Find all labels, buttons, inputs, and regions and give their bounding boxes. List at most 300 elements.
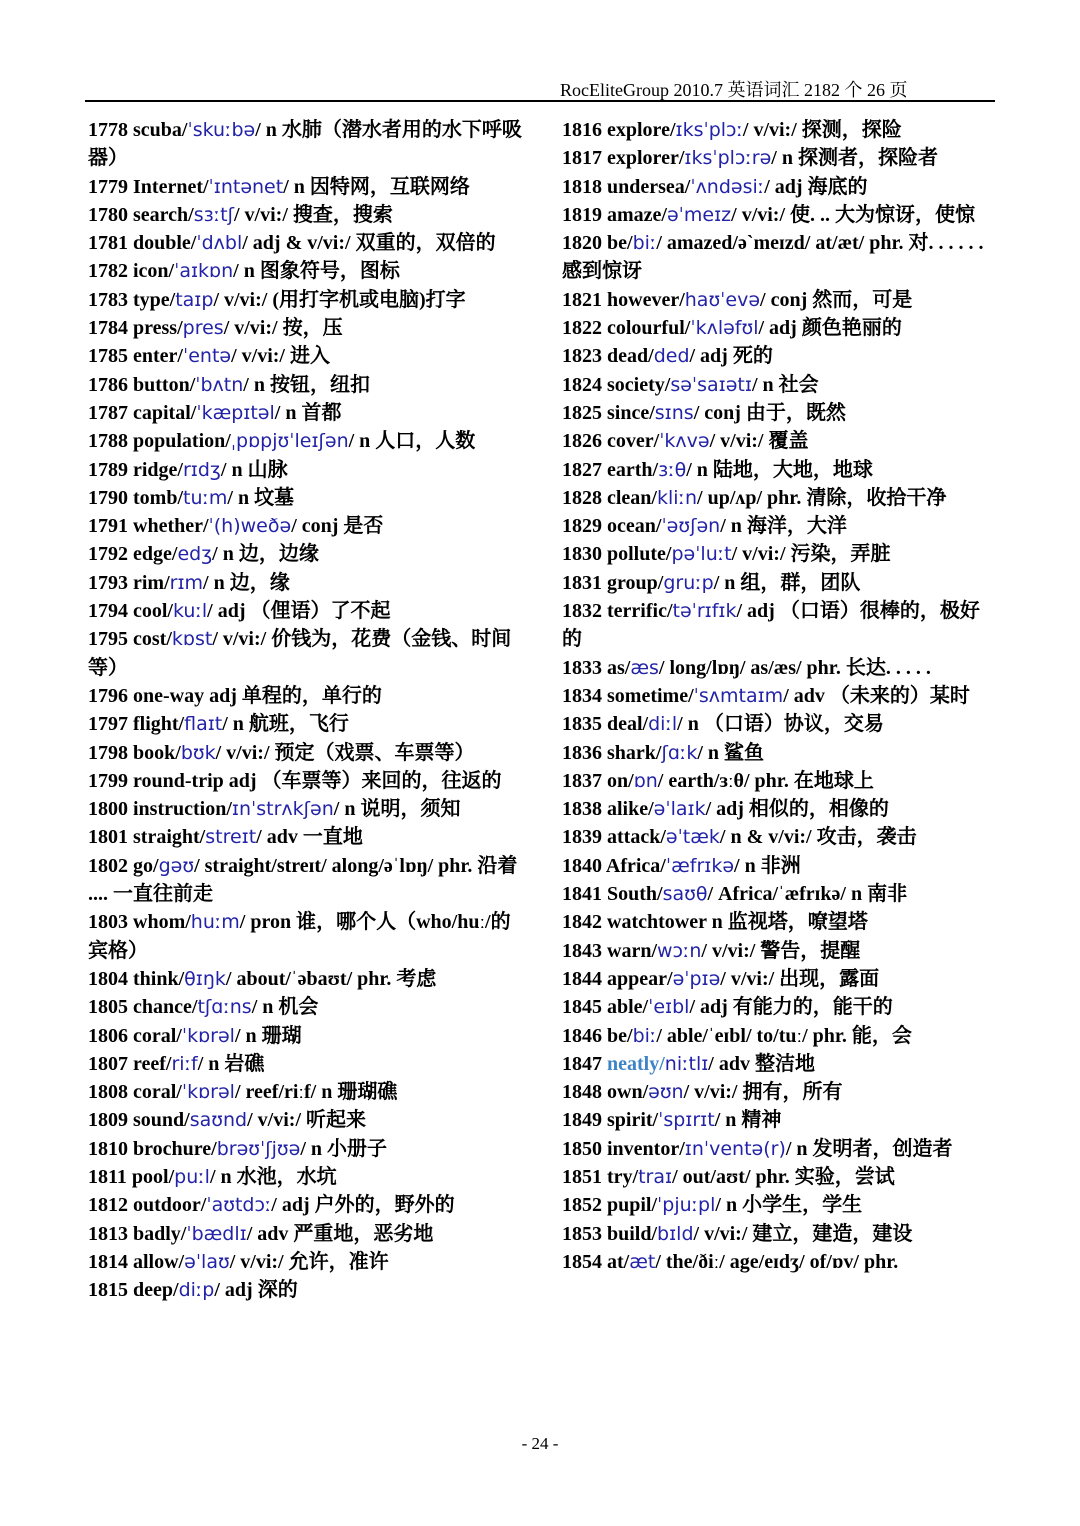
vocab-entry [562, 1135, 996, 1163]
entry-definition: / n （口语）协议，交易 [677, 713, 884, 736]
vocab-entry [88, 342, 522, 370]
entry-word: 1781 double/ [88, 232, 197, 255]
entry-phonetic: gruːp [663, 571, 714, 594]
entry-word: 1851 try/ [562, 1165, 639, 1188]
entry-definition: / n & v/vi:/ 攻击，袭击 [719, 826, 917, 849]
vocab-entry [562, 201, 996, 229]
entry-definition: / v/vi:/ 按，压 [223, 317, 343, 340]
entry-word: 1824 society/ [562, 373, 671, 396]
vocab-entry [88, 512, 522, 540]
entry-phonetic: gəʊ [158, 854, 195, 877]
entry-phonetic: bʊk [180, 741, 216, 764]
vocab-entry [88, 173, 522, 201]
vocab-entry [562, 540, 996, 568]
entry-word: 1823 dead/ [562, 345, 654, 368]
entry-word: 1838 alike/ [562, 798, 654, 821]
entry-phonetic: saʊθ [662, 883, 708, 906]
entry-word: 1808 coral/ [88, 1081, 182, 1104]
vocab-entry [562, 286, 996, 314]
entry-phonetic: ˈəʊʃən [661, 515, 721, 538]
entry-definition: / v/vi:/ 使. .. 大为惊讶，使惊 [731, 203, 976, 226]
entry-definition: / v/vi:/ 预定（戏票、车票等） [215, 741, 475, 764]
entry-word: 1800 instruction/ [88, 798, 232, 821]
entry-word: 1815 deep/ [88, 1279, 179, 1302]
entry-definition: / n 探测者，探险者 [771, 147, 938, 170]
entry-word: 1802 go/ [88, 854, 159, 877]
entry-phonetic: ˈbædlɪ [186, 1222, 247, 1245]
vocab-entry [88, 1078, 522, 1106]
entry-phonetic: əˈlaɪk [653, 798, 706, 821]
entry-definition: / adj 有能力的，能干的 [689, 996, 893, 1019]
entry-word: 1847 [562, 1052, 607, 1075]
entry-word: 1843 warn/ [562, 939, 657, 962]
vocab-entry [562, 456, 996, 484]
entry-phonetic: ˈæfrɪkə [665, 854, 735, 877]
entry-word: 1833 as/ [562, 656, 631, 679]
entry-word: 1818 undersea/ [562, 175, 691, 198]
vocab-entry [88, 795, 522, 823]
entry-phonetic: biː [632, 1024, 657, 1047]
entry-word: 1812 outdoor/ [88, 1194, 207, 1217]
vocab-entry [88, 399, 522, 427]
entry-definition: / n 非洲 [734, 854, 801, 877]
entry-word: 1819 amaze/ [562, 203, 667, 226]
vocab-entry [88, 569, 522, 597]
entry-phonetic: sɪns [654, 401, 694, 424]
entry-word: 1797 flight/ [88, 713, 185, 736]
entry-word: 1814 allow/ [88, 1250, 185, 1273]
entry-word: 1850 inventor/ [562, 1137, 685, 1160]
entry-word: 1848 own/ [562, 1081, 649, 1104]
vocab-entry [562, 937, 996, 965]
entry-word: 1790 tomb/ [88, 486, 183, 509]
vocab-entry [88, 710, 522, 738]
entry-word: 1813 badly/ [88, 1222, 187, 1245]
vocab-entry [562, 654, 996, 682]
entry-highlight: neatly/ [607, 1052, 665, 1075]
vocab-entry [88, 1106, 522, 1134]
entry-word: 1794 cool/ [88, 600, 173, 623]
entry-phonetic: ˈdʌbl [196, 232, 243, 255]
entry-phonetic: təˈrɪfɪk [672, 600, 737, 623]
entry-definition: / conj 是否 [291, 515, 384, 538]
entry-definition: / n 首都 [274, 401, 342, 424]
header-rule [85, 100, 995, 102]
entry-phonetic: flaɪt [184, 713, 223, 736]
vocab-entry [88, 1050, 522, 1078]
entry-phonetic: riːf [171, 1052, 198, 1075]
entry-word: 1839 attack/ [562, 826, 666, 849]
vocab-entry [562, 569, 996, 597]
entry-word: 1832 terrific/ [562, 600, 673, 623]
entry-definition: / adj （口语）很棒的，极好的 [562, 600, 980, 651]
vocab-entry [562, 371, 996, 399]
entry-phonetic: wɔːn [657, 939, 702, 962]
entry-phonetic: əˈmeɪz [666, 203, 732, 226]
entry-word: 1809 sound/ [88, 1109, 190, 1132]
vocab-entry [562, 965, 996, 993]
entry-definition: / long/lɒŋ/ as/æs/ phr. 长达. . . . . [658, 656, 931, 679]
entry-definition: / v/vi:/ 允许，准许 [229, 1250, 389, 1273]
entry-phonetic: ˈkɒrəl [181, 1081, 235, 1104]
entry-word: 1787 capital/ [88, 401, 197, 424]
vocab-entry [562, 767, 996, 795]
vocab-entry [88, 1191, 522, 1219]
entry-phonetic: taɪp [175, 288, 214, 311]
entry-definition: / adj 海底的 [764, 175, 868, 198]
vocab-entry [562, 710, 996, 738]
entry-phonetic: kɒst [171, 628, 213, 651]
entry-definition: / adj 颜色艳丽的 [758, 317, 902, 340]
vocab-entry [88, 823, 522, 851]
entry-definition: / about/ˈəbaʊt/ phr. 考虑 [225, 967, 437, 990]
entry-phonetic: ˈaʊtdɔː [206, 1194, 272, 1217]
vocab-entry [88, 229, 522, 257]
entry-definition: / n 边，边缘 [212, 543, 319, 566]
vocab-entry [88, 597, 522, 625]
entry-word: 1786 button/ [88, 373, 196, 396]
entry-definition: / v/vi:/ 警告，提醒 [701, 939, 861, 962]
entry-word: 1793 rim/ [88, 571, 170, 594]
entry-phonetic: ˈentə [182, 345, 232, 368]
entry-phonetic: ˈɪntənet [208, 175, 284, 198]
entry-definition: / n 按钮，纽扣 [243, 373, 370, 396]
right-column [562, 116, 996, 1276]
entry-phonetic: ˈskuːbə [187, 119, 256, 141]
vocab-entry [562, 597, 996, 654]
entry-phonetic: ɪksˈplɔː [675, 119, 743, 141]
entry-definition: / pron 谁，哪个人（who/huː/的宾格） [88, 911, 511, 962]
page-number: - 24 - [521, 1434, 559, 1453]
entry-definition: / adj 相似的，相像的 [705, 798, 889, 821]
entry-definition: / Africa/ˈæfrɪkə/ n 南非 [707, 883, 908, 906]
vocab-entry [88, 767, 522, 795]
vocab-entry [562, 880, 996, 908]
entry-definition: / n 坟墓 [227, 486, 295, 509]
entry-definition: / v/vi:/ 探测，探险 [742, 119, 902, 141]
entry-phonetic: tʃɑːns [197, 996, 252, 1019]
entry-word: 1852 pupil/ [562, 1194, 658, 1217]
vocab-entry [88, 1135, 522, 1163]
entry-phonetic: əˈlaʊ [184, 1250, 230, 1273]
entry-phonetic: ˈeɪbl [648, 996, 690, 1019]
entry-phonetic: ɜːθ [658, 458, 687, 481]
entry-definition: / v/vi:/ 拥有，所有 [683, 1081, 843, 1104]
entry-word: 1785 enter/ [88, 345, 183, 368]
entry-definition: / earth/ɜːθ/ phr. 在地球上 [657, 769, 874, 792]
entry-phonetic: əʊn [648, 1081, 684, 1104]
vocab-entry [88, 1276, 522, 1304]
entry-phonetic: saʊnd [189, 1109, 248, 1132]
vocab-entry [562, 1163, 996, 1191]
entry-definition: / n 鲨鱼 [697, 741, 765, 764]
entry-definition: / n 珊瑚 [234, 1024, 302, 1047]
entry-definition: / conj 由于，既然 [693, 401, 846, 424]
entry-phonetic: edʒ [177, 543, 213, 566]
entry-definition: / n 岩礁 [197, 1052, 265, 1075]
entry-word: 1831 group/ [562, 571, 664, 594]
entry-phonetic: kuːl [173, 600, 208, 623]
entry-definition: / n 精神 [714, 1109, 782, 1132]
entry-word: 1841 South/ [562, 883, 663, 906]
entry-phonetic: θɪŋk [184, 967, 226, 990]
vocab-entry [88, 682, 522, 710]
entry-word: 1845 able/ [562, 996, 649, 1019]
vocab-entry [562, 116, 996, 144]
vocab-entry [562, 1191, 996, 1219]
entry-word: 1806 coral/ [88, 1024, 182, 1047]
entry-definition: / v/vi:/ 听起来 [247, 1109, 366, 1132]
entry-phonetic: ˈʌndəsiː [690, 175, 765, 198]
entry-definition: / straight/streɪt/ along/əˈlɒŋ/ phr. 沿着 .... 一直往前走 [88, 854, 518, 906]
entry-definition: / n 因特网，互联网络 [283, 175, 470, 198]
entry-phonetic: ˌpɒpjʊˈleɪʃən [230, 430, 349, 453]
entry-definition: / adv （未来的）某时 [783, 684, 970, 707]
entry-phonetic: ˈ(h)weðə [208, 515, 292, 538]
entry-word: 1829 ocean/ [562, 515, 662, 538]
vocab-entry [562, 852, 996, 880]
entry-definition: / out/aʊt/ phr. 实验，尝试 [672, 1165, 895, 1188]
vocab-entry [562, 427, 996, 455]
entry-definition: / n 发明者，创造者 [785, 1137, 953, 1160]
entry-definition: / n 水池，水坑 [209, 1165, 337, 1188]
vocab-entry [88, 371, 522, 399]
vocab-entry [562, 993, 996, 1021]
vocab-entry [88, 314, 522, 342]
entry-definition: / adv 整洁地 [708, 1052, 815, 1075]
vocab-entry [88, 257, 522, 285]
entry-word: 1784 press/ [88, 317, 183, 340]
entry-definition: / n 小册子 [300, 1137, 388, 1160]
entry-definition: / n 机会 [251, 996, 319, 1019]
entry-phonetic: diːl [648, 713, 678, 736]
entry-word: 1783 type/ [88, 288, 176, 311]
entry-word: 1788 population/ [88, 430, 231, 453]
entry-word: 1798 book/ [88, 741, 181, 764]
entry-word: 1803 whom/ [88, 911, 191, 934]
entry-word: 1836 shark/ [562, 741, 662, 764]
vocab-entry [562, 229, 996, 286]
vocab-entry [562, 1078, 996, 1106]
entry-definition: / v/vi:/ 覆盖 [709, 430, 809, 453]
entry-definition: / n 航班，飞行 [222, 713, 349, 736]
entry-word: 1835 deal/ [562, 713, 649, 736]
entry-definition: / n 水肺（潜水者用的水下呼吸器） [88, 119, 522, 170]
entry-definition: / adj （俚语）了不起 [207, 600, 391, 623]
entry-definition: / n 组，群，团队 [713, 571, 861, 594]
entry-phonetic: æt [629, 1250, 656, 1273]
vocab-entry [562, 682, 996, 710]
entry-phonetic: ˈpjuːpl [657, 1194, 716, 1217]
vocab-entry [562, 1220, 996, 1248]
vocab-entry [88, 625, 522, 682]
vocab-entry [88, 1163, 522, 1191]
entry-word: 1779 Internet/ [88, 175, 209, 198]
entry-word: 1846 be/ [562, 1024, 633, 1047]
vocab-entry [88, 1022, 522, 1050]
vocab-entry [562, 484, 996, 512]
entry-word: 1853 build/ [562, 1222, 658, 1245]
entry-phonetic: ˈkɒrəl [181, 1024, 235, 1047]
entry-phonetic: rɪdʒ [183, 458, 221, 481]
entry-phonetic: ˈaɪkɒn [174, 260, 234, 283]
entry-phonetic: rɪm [169, 571, 204, 594]
entry-word: 1822 colourful/ [562, 317, 691, 340]
entry-definition: / v/vi:/ 价钱为，花费（金钱、时间等） [88, 628, 512, 679]
entry-word: 1795 cost/ [88, 628, 172, 651]
entry-word: 1834 sometime/ [562, 684, 694, 707]
entry-word: 1844 appear/ [562, 967, 673, 990]
entry-definition: / v/vi:/ 搜查，搜索 [233, 203, 393, 226]
entry-definition: / n 山脉 [220, 458, 288, 481]
entry-phonetic: haʊˈevə [684, 288, 761, 311]
vocab-entry [562, 512, 996, 540]
vocab-entry [562, 1050, 996, 1078]
entry-definition: / n 海洋，大洋 [720, 515, 847, 538]
entry-word: 1816 explore/ [562, 119, 676, 141]
entry-definition: / adj 死的 [689, 345, 773, 368]
entry-definition: / v/vi:/ 污染，弄脏 [731, 543, 891, 566]
vocab-entry [88, 201, 522, 229]
entry-phonetic: diːp [178, 1279, 215, 1302]
entry-phonetic: ˈspɪrɪt [658, 1109, 715, 1132]
vocab-entry [88, 484, 522, 512]
entry-word: 1849 spirit/ [562, 1109, 659, 1132]
vocab-entry [562, 342, 996, 370]
entry-word: 1837 on/ [562, 769, 634, 792]
entry-phonetic: streɪt [205, 826, 257, 849]
entry-word: 1801 straight/ [88, 826, 206, 849]
entry-word: 1791 whether/ [88, 515, 209, 538]
entry-word: 1842 watchtower n 监视塔，嘹望塔 [562, 911, 868, 934]
vocab-entry [562, 173, 996, 201]
entry-phonetic: ɪksˈplɔːrə [684, 147, 772, 170]
vocab-entry [88, 739, 522, 767]
entry-phonetic: puːl [174, 1165, 210, 1188]
entry-definition: / n 社会 [751, 373, 819, 396]
vocab-entry [88, 993, 522, 1021]
entry-word: 1804 think/ [88, 967, 185, 990]
entry-definition: / adj 户外的，野外的 [271, 1194, 455, 1217]
entry-phonetic: ˈsʌmtaɪm [693, 684, 784, 707]
entry-word: 1821 however/ [562, 288, 685, 311]
vocab-entry [562, 908, 996, 936]
vocab-entry [562, 1022, 996, 1050]
entry-word: 1789 ridge/ [88, 458, 183, 481]
entry-phonetic: ɒn [633, 769, 658, 792]
entry-definition: / v/vi:/ 建立，建造，建设 [693, 1222, 913, 1245]
entry-word: 1811 pool/ [88, 1165, 175, 1188]
entry-phonetic: ˈbʌtn [195, 373, 244, 396]
entry-definition: / n 陆地，大地，地球 [686, 458, 873, 481]
entry-phonetic: ʃɑːk [661, 741, 698, 764]
vocab-entry [562, 144, 996, 172]
vocab-entry [88, 852, 522, 909]
entry-word: 1805 chance/ [88, 996, 198, 1019]
entry-word: 1854 at/ [562, 1250, 630, 1273]
entry-word: 1820 be/ [562, 232, 633, 255]
entry-phonetic: niːtlɪ [664, 1052, 709, 1075]
entry-phonetic: æs [630, 656, 659, 679]
entry-phonetic: ˈkʌvə [659, 430, 710, 453]
entry-word: 1827 earth/ [562, 458, 659, 481]
vocab-entry [562, 823, 996, 851]
entry-phonetic: ded [653, 345, 690, 368]
entry-phonetic: ˈkæpɪtəl [196, 401, 275, 424]
vocab-entry [88, 427, 522, 455]
vocab-entry [88, 1248, 522, 1276]
vocab-entry [562, 739, 996, 767]
vocab-entry [88, 286, 522, 314]
entry-phonetic: ɪnˈstrʌkʃən [231, 798, 334, 821]
entry-definition: / n 说明，须知 [333, 798, 461, 821]
entry-word: 1840 Africa/ [562, 854, 666, 877]
entry-phonetic: ˈkʌləfʊl [690, 317, 759, 340]
entry-phonetic: kliːn [657, 486, 698, 509]
entry-phonetic: sɜːtʃ [193, 203, 234, 226]
entry-word: 1825 since/ [562, 401, 655, 424]
entry-definition: / amazed/əˋmeɪzd/ at/æt/ phr. 对. . . . . . 感到惊讶 [562, 232, 984, 283]
entry-definition: / reef/riːf/ n 珊瑚礁 [234, 1081, 398, 1104]
left-column [88, 116, 522, 1304]
vocab-entry [562, 1248, 996, 1276]
entry-definition: / adv 严重地，恶劣地 [246, 1222, 434, 1245]
vocab-entry [562, 795, 996, 823]
entry-phonetic: səˈsaɪətɪ [670, 373, 752, 396]
entry-word: 1780 search/ [88, 203, 194, 226]
entry-word: 1817 explorer/ [562, 147, 685, 170]
entry-definition: / n 边，缘 [203, 571, 290, 594]
entry-definition: / v/vi:/ (用打字机或电脑)打字 [213, 288, 466, 311]
entry-word: 1796 one-way adj 单程的，单行的 [88, 684, 382, 707]
entry-definition: / n 图象符号，图标 [233, 260, 400, 283]
entry-definition: / adj 深的 [214, 1279, 298, 1302]
entry-word: 1826 cover/ [562, 430, 660, 453]
entry-phonetic: brəʊˈʃjʊə [216, 1137, 301, 1160]
vocab-entry [562, 314, 996, 342]
vocab-entry [88, 908, 522, 965]
entry-word: 1807 reef/ [88, 1052, 172, 1075]
entry-word: 1828 clean/ [562, 486, 657, 509]
entry-definition: / able/ˈeɪbl/ to/tuː/ phr. 能，会 [656, 1024, 912, 1047]
entry-word: 1782 icon/ [88, 260, 175, 283]
vocab-entry [88, 540, 522, 568]
entry-phonetic: bɪld [657, 1222, 694, 1245]
entry-word: 1778 scuba/ [88, 119, 188, 141]
entry-definition: / conj 然而，可是 [760, 288, 913, 311]
vocab-entry [88, 1220, 522, 1248]
vocab-entry [88, 116, 522, 173]
vocab-entry [562, 399, 996, 427]
entry-phonetic: huːm [190, 911, 240, 934]
entry-definition: / the/ðiː/ age/eɪdʒ/ of/ɒv/ phr. [655, 1250, 899, 1273]
entry-phonetic: traɪ [638, 1165, 673, 1188]
entry-word: 1799 round-trip adj （车票等）来回的，往返的 [88, 769, 502, 792]
vocab-entry [88, 965, 522, 993]
entry-phonetic: biː [632, 232, 657, 255]
entry-phonetic: pres [182, 317, 224, 340]
entry-definition: / n 人口，人数 [348, 430, 476, 453]
vocab-entry [562, 1106, 996, 1134]
entry-definition: / v/vi:/ 进入 [231, 345, 330, 368]
entry-definition: / n 小学生，学生 [715, 1194, 863, 1217]
entry-definition: / adj & v/vi:/ 双重的，双倍的 [242, 232, 496, 255]
entry-phonetic: ɪnˈventə(r) [684, 1137, 786, 1160]
entry-word: 1810 brochure/ [88, 1137, 217, 1160]
entry-definition: / v/vi:/ 出现，露面 [720, 967, 880, 990]
entry-phonetic: əˈpɪə [672, 967, 721, 990]
entry-word: 1830 pollute/ [562, 543, 672, 566]
